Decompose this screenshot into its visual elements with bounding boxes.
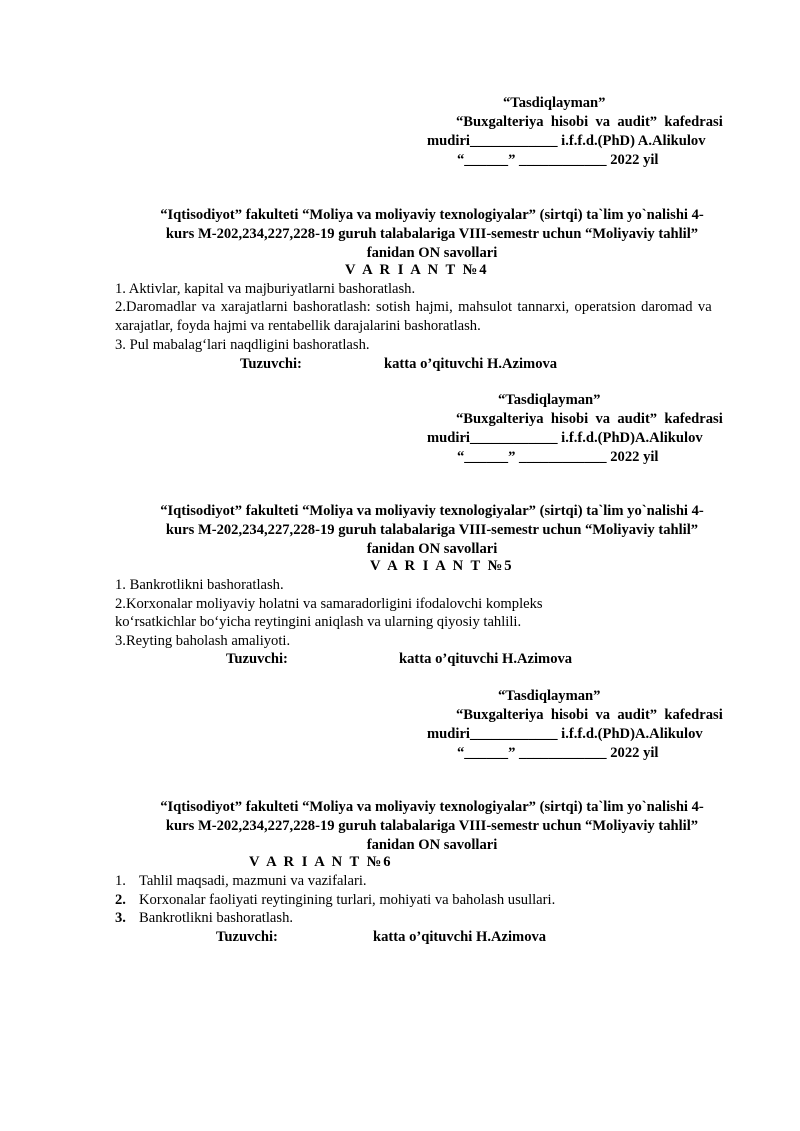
title-line-2: kurs M-202,234,227,228-19 guruh talabalariga VIII-semestr uchun “Moliyaviy tahlil” [165,818,699,834]
approval-heading: “Tasdiqlayman” [503,95,606,111]
approval-department: “Buxgalteriya hisobi va audit” kafedrasi [456,114,723,130]
document-title [112,798,752,855]
question-text: Bankrotlikni bashoratlash. [139,910,294,926]
approval-date: “______” ____________ 2022 yil [457,449,659,465]
document-title [112,502,752,559]
author-name: katta o’qituvchi H.Azimova [399,651,573,667]
variant-heading: V A R I A N T №6 [249,854,393,870]
variant-heading: V A R I A N T №4 [345,262,489,278]
question-3: 3. Pul mabalag‘lari naqdligini bashoratlash. [115,337,370,353]
question-2: 2.Korxonalar moliyaviy holatni va samaradorligini ifodalovchi kompleks [115,596,543,612]
question-2-cont: ko‘rsatkichlar bo‘yicha reytingini aniqlash va ularning qiyosiy tahlili. [115,614,522,630]
question-2: 2.Daromadlar va xarajatlarni bashoratlash: sotish hajmi, mahsulot tannarxi, operatsion daromad va [115,299,712,315]
question-number: 2. [115,892,126,908]
author-label: Tuzuvchi: [226,651,288,667]
approval-stamp [0,94,800,174]
approval-head: mudiri____________ i.f.f.d.(PhD)A.Alikulov [427,430,703,446]
approval-department: “Buxgalteriya hisobi va audit” kafedrasi [456,707,723,723]
author-label: Tuzuvchi: [216,929,278,945]
approval-date: “______” ____________ 2022 yil [457,152,659,168]
approval-head: mudiri____________ i.f.f.d.(PhD)A.Alikulov [427,726,703,742]
question-1 [115,873,367,890]
variant-heading: V A R I A N T №5 [370,558,514,574]
title-line-1: “Iqtisodiyot” fakulteti “Moliya va moliyaviy texnologiyalar” (sirtqi) ta`lim yo`nalishi 4- [160,503,704,519]
title-line-3: fanidan ON savollari [366,837,498,853]
approval-head: mudiri____________ i.f.f.d.(PhD) A.Alikulov [427,133,706,149]
approval-date: “______” ____________ 2022 yil [457,745,659,761]
author-label: Tuzuvchi: [240,356,302,372]
question-text: Korxonalar faoliyati reytingining turlari, mohiyati va baholash usullari. [139,892,556,908]
title-line-3: fanidan ON savollari [366,245,498,261]
title-line-1: “Iqtisodiyot” fakulteti “Moliya va moliyaviy texnologiyalar” (sirtqi) ta`lim yo`nalishi 4- [160,799,704,815]
title-line-2: kurs M-202,234,227,228-19 guruh talabalariga VIII-semestr uchun “Moliyaviy tahlil” [165,522,699,538]
title-line-2: kurs M-202,234,227,228-19 guruh talabalariga VIII-semestr uchun “Moliyaviy tahlil” [165,226,699,242]
question-2 [115,892,555,909]
title-line-3: fanidan ON savollari [366,541,498,557]
author-name: katta o’qituvchi H.Azimova [384,356,558,372]
question-text: Tahlil maqsadi, mazmuni va vazifalari. [139,873,367,889]
question-3 [115,910,293,927]
question-1: 1. Aktivlar, kapital va majburiyatlarni bashoratlash. [115,281,416,297]
question-number: 3. [115,910,126,926]
question-number: 1. [115,873,126,889]
approval-department: “Buxgalteriya hisobi va audit” kafedrasi [456,411,723,427]
approval-heading: “Tasdiqlayman” [498,392,601,408]
question-1: 1. Bankrotlikni bashoratlash. [115,577,284,593]
author-name: katta o’qituvchi H.Azimova [373,929,547,945]
approval-stamp [0,687,800,767]
document-title [112,206,752,263]
approval-stamp [0,391,800,471]
question-2-cont: xarajatlar, foyda hajmi va rentabellik darajalarini bashoratlash. [115,318,481,334]
question-3: 3.Reyting baholash amaliyoti. [115,633,291,649]
title-line-1: “Iqtisodiyot” fakulteti “Moliya va moliyaviy texnologiyalar” (sirtqi) ta`lim yo`nalishi 4- [160,207,704,223]
approval-heading: “Tasdiqlayman” [498,688,601,704]
